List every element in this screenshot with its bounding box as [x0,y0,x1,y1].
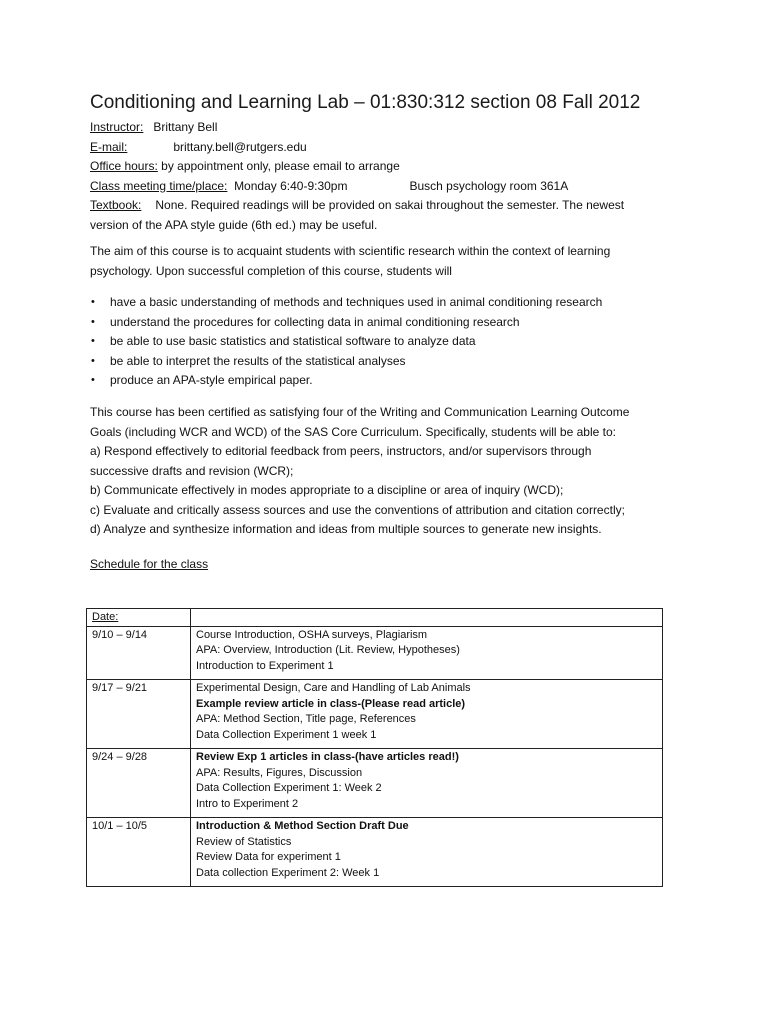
course-info [90,118,690,235]
outcome-line: c) Evaluate and critically assess sources and use the conventions of attribution and citation correctly; [90,502,625,517]
table-row [87,626,663,680]
schedule-table [86,608,663,887]
topic-line: Experimental Design, Care and Handling of Lab Animals [196,682,471,694]
instructor-label: Instructor: [90,120,144,134]
list-item: • be able to interpret the results of the statistical analyses [90,352,602,372]
class-meeting-row [90,177,690,197]
outcome-line: a) Respond effectively to editorial feedback from peers, instructors, and/or supervisors through [90,444,592,458]
outcome-line: This course has been certified as satisfying four of the Writing and Communication Learning Outcome [90,405,630,419]
instructor-name: Brittany Bell [153,120,218,134]
outcome-line: b) Communicate effectively in modes appropriate to a discipline or area of inquiry (WCD); [90,483,564,497]
email-row [90,138,690,158]
bullet-icon: • [91,374,95,386]
outcome-line: successive drafts and revision (WCR); [90,463,294,478]
bullet-icon: • [91,354,95,367]
topic-line: Data collection Experiment 2: Week 1 [196,866,380,879]
schedule-heading: Schedule for the class [90,557,209,571]
topic-header [191,609,663,627]
row-date: 9/17 – 9/21 [87,680,191,749]
topic-line: Introduction & Method Section Draft Due [196,820,409,832]
instructor-row [90,118,690,138]
row-date: 9/24 – 9/28 [87,749,191,818]
topic-line: Introduction to Experiment 1 [196,659,334,672]
topic-line: APA: Method Section, Title page, References [196,713,416,725]
table-row [87,818,663,887]
email-label: E-mail: [90,139,128,154]
row-date: 10/1 – 10/5 [87,818,191,887]
office-hours-label: Office hours: [90,159,158,173]
list-item: • be able to use basic statistics and statistical software to analyze data [90,332,602,352]
textbook-row [90,196,690,216]
email-address: brittany.bell@rutgers.edu [173,139,307,154]
topic-line: Data Collection Experiment 1 week 1 [196,728,377,741]
topic-line: APA: Overview, Introduction (Lit. Review, Hypotheses) [196,644,460,656]
topic-line: Example review article in class-(Please read article) [196,697,466,710]
outcome-line: d) Analyze and synthesize information and ideas from multiple sources to generate new insights. [90,522,602,536]
office-hours-row [90,157,690,177]
table-row [87,680,663,749]
table-header-row [87,609,663,627]
table-row [87,749,663,818]
bullet-icon: • [91,296,95,308]
class-meeting-label: Class meeting time/place: [90,178,228,193]
topic-line: Intro to Experiment 2 [196,797,299,810]
list-item: • have a basic understanding of methods and techniques used in animal conditioning research [90,293,602,313]
aim-line: psychology. Upon successful completion of this course, students will [90,263,452,278]
bullet-icon: • [91,335,95,347]
topic-line: Review Exp 1 articles in class-(have articles read!) [196,751,459,763]
topic-line: APA: Results, Figures, Discussion [196,766,363,779]
topic-line: Review Data for experiment 1 [196,851,341,863]
class-meeting-time: Monday 6:40-9:30pm [234,178,348,193]
row-topics [191,626,663,680]
aim-line: The aim of this course is to acquaint students with scientific research within the context of learning [90,244,611,258]
topic-line: Data Collection Experiment 1: Week 2 [196,782,382,794]
topic-line: Review of Statistics [196,835,292,848]
writing-outcomes [90,403,670,540]
class-meeting-place: Busch psychology room 361A [409,178,569,193]
office-hours-text: by appointment only, please email to arrange [161,159,400,173]
row-topics [191,749,663,818]
row-date: 9/10 – 9/14 [87,626,191,680]
list-item: • produce an APA-style empirical paper. [90,371,602,391]
textbook-text-line1: None. Required readings will be provided on sakai throughout the semester. The newest [155,198,625,212]
textbook-label: Textbook: [90,198,142,212]
document-title: Conditioning and Learning Lab – 01:830:312 section 08 Fall 2012 [90,92,641,113]
list-item: • understand the procedures for collecting data in animal conditioning research [90,313,602,333]
textbook-text-line2: version of the APA style guide (6th ed.) may be useful. [90,217,378,232]
bullet-icon: • [91,315,95,328]
row-topics [191,680,663,749]
outcome-line: Goals (including WCR and WCD) of the SAS Core Curriculum. Specifically, students will be able to: [90,424,616,439]
row-topics [191,818,663,887]
date-header: Date: [87,609,191,627]
topic-line: Course Introduction, OSHA surveys, Plagiarism [196,628,428,641]
learning-goals-list [90,293,602,391]
course-aim [90,242,670,281]
